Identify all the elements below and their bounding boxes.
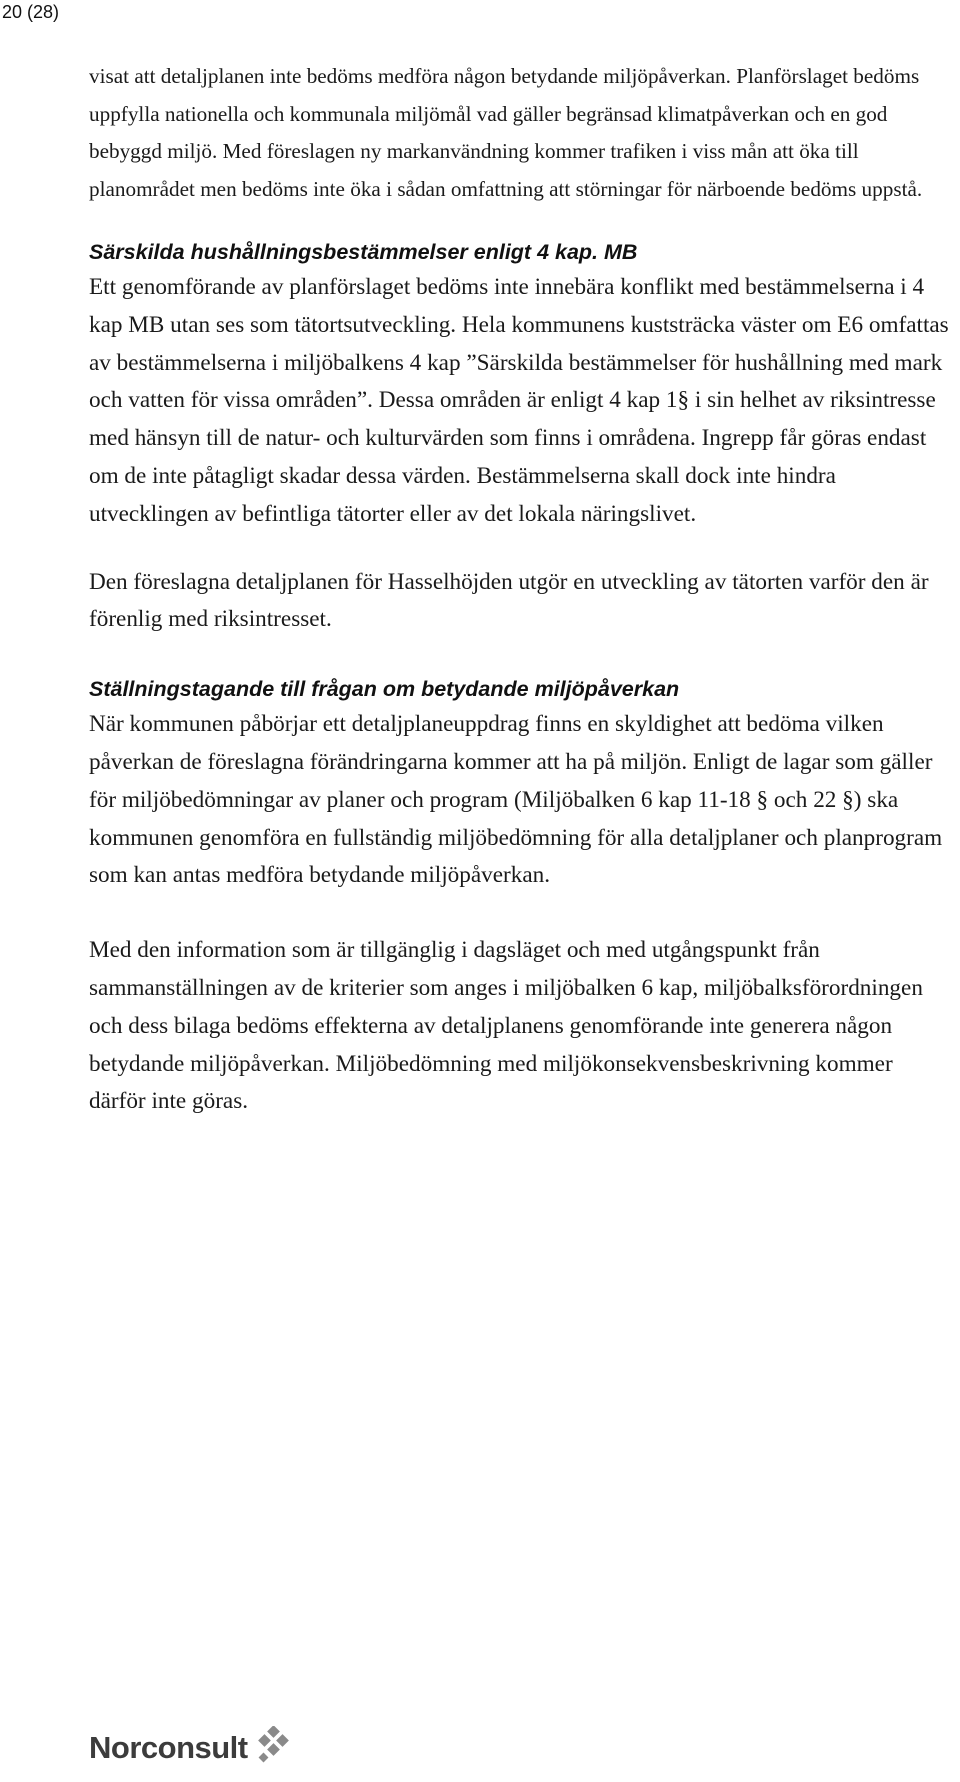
section-heading-hushallning: Särskilda hushållningsbestämmelser enligt 4 kap. MB (89, 240, 638, 264)
norconsult-logo (89, 1728, 294, 1768)
page-number: 20 (28) (2, 2, 60, 22)
logo-text: Norconsult (89, 1730, 248, 1765)
paragraph-slutsats: Med den information som är tillgänglig i dagsläget och med utgångspunkt från sammanställningen av de kriterier som anges i miljöbalken 6 kap, miljöbalksförordningen och dess bilaga bedöms effekterna av detaljplanens genomförande inte generera någon betydande miljöpåverkan. Miljöbedömning med miljökonsekvensbeskrivning kommer därför inte göras. (89, 937, 923, 1115)
intro-paragraph: visat att detaljplanen inte bedöms medföra någon betydande miljöpåverkan. Planförslaget bedöms uppfylla nationella och kommunala miljömål vad gäller begränsad klimatpåverkan och en god bebyggd miljö. Med föreslagen ny markanvändning kommer trafiken i viss mån att öka till planområdet men bedöms inte öka i sådan omfattning att störningar för närboende bedöms uppstå. (89, 64, 923, 201)
paragraph-4-kap-mb: Ett genomförande av planförslaget bedöms inte innebära konflikt med bestämmelserna i 4 kap MB utan ses som tätortsutveckling. Hela kommunens kuststräcka väster om E6 omfattas av bestämmelserna i miljöbalkens 4 kap ”Särskilda bestämmelser för hushållning med mark och vatten för vissa områden”. Dessa områden är enligt 4 kap 1§ i sin helhet av riksintresse med hänsyn till de natur- och kulturvärden som finns i områdena. Ingrepp får göras endast om de inte påtagligt skadar dessa värden. Bestämmelserna skall dock inte hindra utvecklingen av befintliga tätorter eller av det lokala näringslivet. (89, 274, 949, 527)
norconsult-diamond-icon (254, 1726, 294, 1766)
paragraph-detaljplaneuppdrag: När kommunen påbörjar ett detaljplaneuppdrag finns en skyldighet att bedöma vilken påverkan de föreslagna förändringarna kommer att ha på miljön. Enligt de lagar som gäller för miljöbedömningar av planer och program (Miljöbalken 6 kap 11-18 § och 22 §) ska kommunen genomföra en fullständig miljöbedömning för alla detaljplaner och planprogram som kan antas medföra betydande miljöpåverkan. (89, 711, 943, 889)
paragraph-hasselhojden: Den föreslagna detaljplanen för Hasselhöjden utgör en utveckling av tätorten varför den är förenlig med riksintresset. (89, 568, 929, 633)
section-heading-stallningstagande: Ställningstagande till frågan om betydande miljöpåverkan (89, 677, 680, 702)
document-body (89, 58, 949, 1121)
